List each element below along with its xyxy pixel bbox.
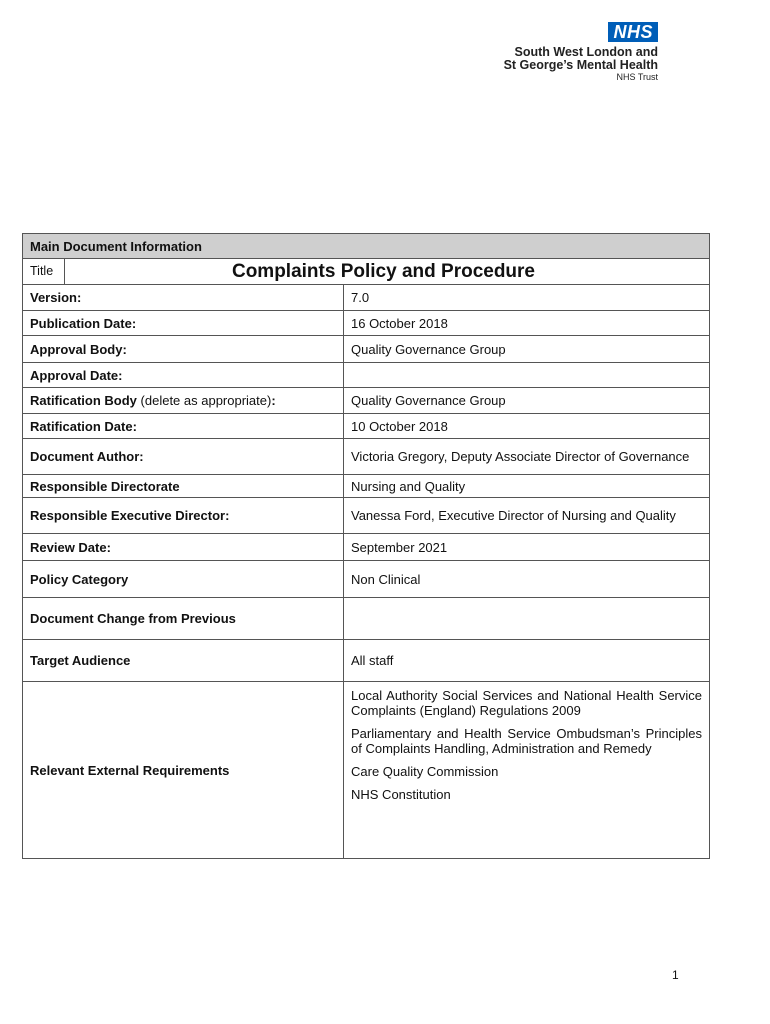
row-value-approval-body: Quality Governance Group bbox=[344, 336, 710, 363]
ratification-body-note: (delete as appropriate) bbox=[140, 393, 272, 408]
title-row bbox=[23, 259, 710, 285]
table-row bbox=[23, 640, 710, 682]
row-label-external-requirements: Relevant External Requirements bbox=[23, 682, 344, 859]
row-value-responsible-executive: Vanessa Ford, Executive Director of Nursing and Quality bbox=[344, 498, 710, 534]
table-row bbox=[23, 311, 710, 336]
table-header: Main Document Information bbox=[23, 234, 710, 259]
row-label-target-audience: Target Audience bbox=[23, 640, 344, 682]
row-label-document-change: Document Change from Previous bbox=[23, 598, 344, 640]
external-requirement-item: Parliamentary and Health Service Ombudsman’s Principles of Complaints Handling, Administration and Remedy bbox=[351, 726, 702, 756]
title-key: Title bbox=[23, 259, 65, 284]
ratification-body-colon: : bbox=[271, 393, 276, 408]
table-row bbox=[23, 498, 710, 534]
row-label-publication-date: Publication Date: bbox=[23, 311, 344, 336]
external-requirement-item: NHS Constitution bbox=[351, 787, 451, 802]
row-value-version: 7.0 bbox=[344, 285, 710, 311]
table-row bbox=[23, 285, 710, 311]
row-label-version: Version: bbox=[23, 285, 344, 311]
row-label-approval-body: Approval Body: bbox=[23, 336, 344, 363]
document-information-table bbox=[22, 233, 710, 859]
table-row bbox=[23, 598, 710, 640]
table-row bbox=[23, 363, 710, 388]
row-label-ratification-date: Ratification Date: bbox=[23, 414, 344, 439]
row-label-approval-date: Approval Date: bbox=[23, 363, 344, 388]
row-value-target-audience: All staff bbox=[344, 640, 710, 682]
row-value-document-author: Victoria Gregory, Deputy Associate Director of Governance bbox=[344, 439, 710, 475]
page-number: 1 bbox=[672, 968, 679, 982]
ratification-body-label: Ratification Body bbox=[30, 393, 137, 408]
row-label-document-author: Document Author: bbox=[23, 439, 344, 475]
trust-name-line1: South West London and bbox=[514, 45, 658, 59]
trust-name-line2: St George’s Mental Health bbox=[503, 58, 658, 72]
trust-name-line3: NHS Trust bbox=[616, 72, 658, 82]
table-row bbox=[23, 534, 710, 561]
row-label-ratification-body bbox=[23, 388, 344, 414]
row-label-policy-category: Policy Category bbox=[23, 561, 344, 598]
table-row bbox=[23, 561, 710, 598]
table-row bbox=[23, 439, 710, 475]
row-value-approval-date bbox=[344, 363, 710, 388]
document-title: Complaints Policy and Procedure bbox=[231, 261, 536, 282]
table-row bbox=[23, 336, 710, 363]
row-value-policy-category: Non Clinical bbox=[344, 561, 710, 598]
row-value-responsible-directorate: Nursing and Quality bbox=[344, 475, 710, 498]
nhs-logo-badge: NHS bbox=[608, 22, 658, 42]
row-label-review-date: Review Date: bbox=[23, 534, 344, 561]
row-value-review-date: September 2021 bbox=[344, 534, 710, 561]
row-label-responsible-directorate: Responsible Directorate bbox=[23, 475, 344, 498]
row-value-document-change bbox=[344, 598, 710, 640]
table-row bbox=[23, 682, 710, 859]
external-requirement-item: Local Authority Social Services and National Health Service Complaints (England) Regulations 2009 bbox=[351, 688, 702, 718]
nhs-trust-logo bbox=[504, 22, 658, 83]
row-value-publication-date: 16 October 2018 bbox=[344, 311, 710, 336]
row-value-external-requirements bbox=[344, 682, 710, 859]
row-value-ratification-date: 10 October 2018 bbox=[344, 414, 710, 439]
row-value-ratification-body: Quality Governance Group bbox=[344, 388, 710, 414]
table-row bbox=[23, 388, 710, 414]
row-label-responsible-executive: Responsible Executive Director: bbox=[23, 498, 344, 534]
table-row bbox=[23, 475, 710, 498]
external-requirement-item: Care Quality Commission bbox=[351, 764, 499, 779]
table-row bbox=[23, 414, 710, 439]
